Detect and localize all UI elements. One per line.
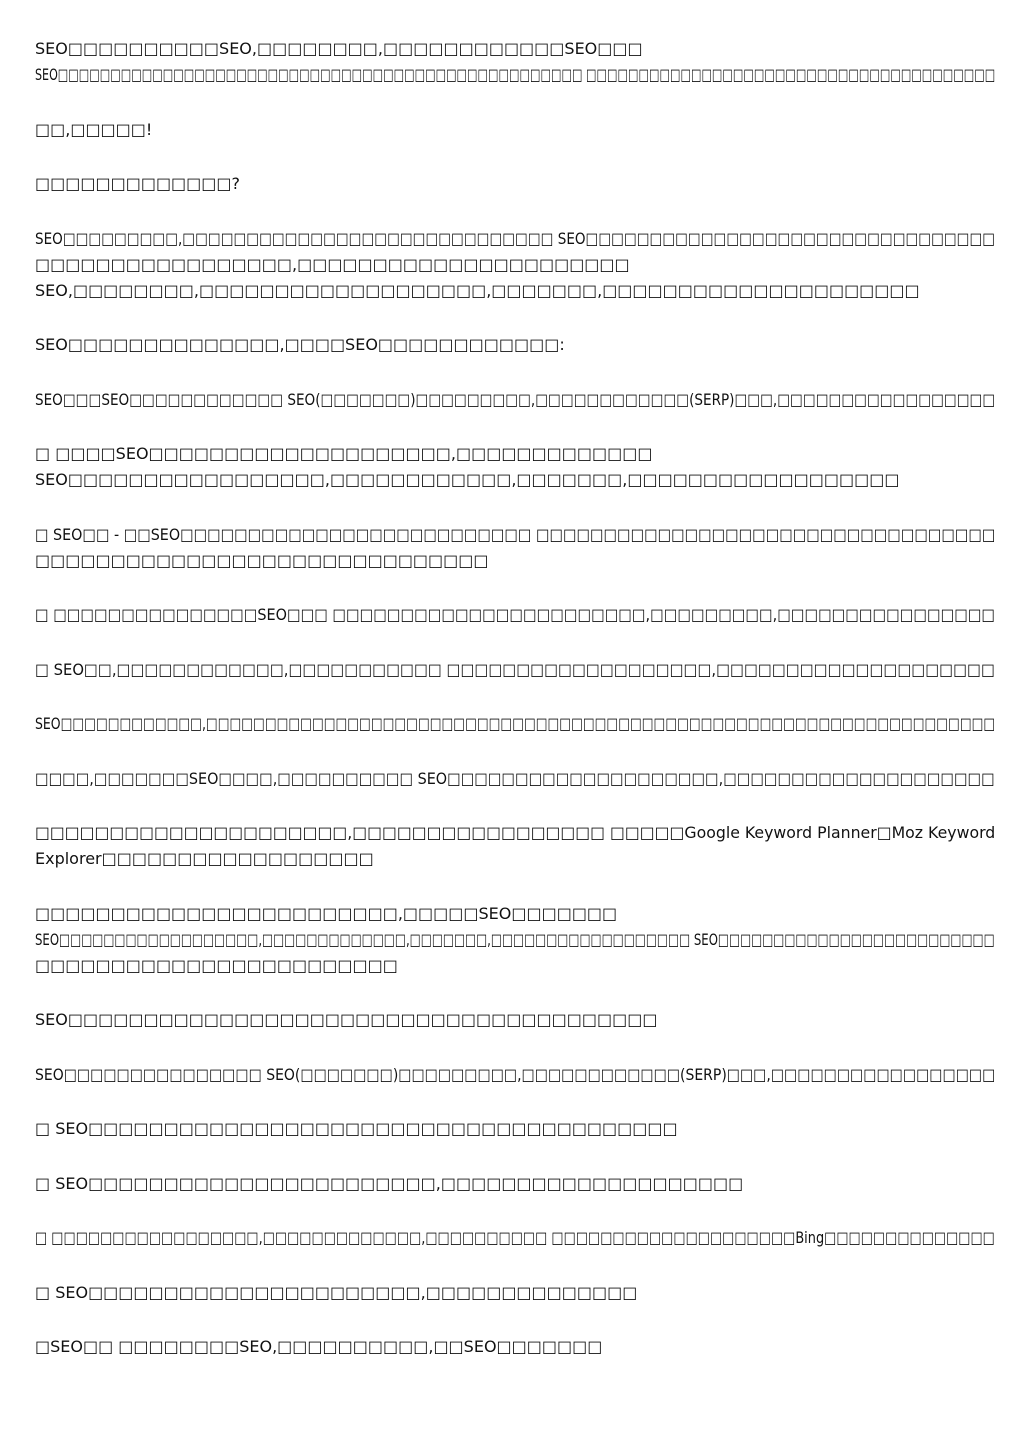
text-line: SEO□□□□□□□□□□□□,□□□□□□□□□□□□□□□□□□□□□□□□□□□□□□□□□□□□□□□□□□□□□□□□□□□□□□□□□□□□□□□□□□□ (35, 714, 996, 733)
paragraph (35, 1280, 995, 1306)
text-line: □□,□□□□□! (35, 119, 153, 139)
text-line: □□□□□□□□□□□□□□□□□□□□□□□□□□□□□□ (35, 550, 489, 570)
paragraph (35, 441, 995, 493)
paragraph (35, 657, 995, 683)
text-line: SEO□□□□□□□□□□□□□□□ SEO(□□□□□□□)□□□□□□□□□,□□□□□□□□□□□□(SERP)□□□,□□□□□□□□□□□□□□□□□ (35, 1064, 996, 1084)
text-line: Explorer□□□□□□□□□□□□□□□□□□ (35, 849, 374, 868)
paragraph (35, 901, 995, 979)
text-line: □□□□□□□□□□□□□□□□□□□□□,□□□□□□□□□□□□□□□□□ □□□□□Google Keyword Planner□Moz Keyword (35, 823, 996, 842)
paragraph (35, 602, 995, 628)
paragraph (35, 1225, 995, 1251)
paragraph (35, 117, 995, 143)
document-page (35, 36, 995, 1389)
paragraph (35, 36, 995, 88)
text-line: □□□□□□□□□□□□□□□□□,□□□□□□□□□□□□□□□□□□□□□□ (35, 254, 630, 274)
text-line: □ □□□□□□□□□□□□□□□SEO□□□ □□□□□□□□□□□□□□□□□□□□□□□,□□□□□□□□□,□□□□□□□□□□□□□□□□ (35, 605, 996, 624)
text-line: □□□□□□□□□□□□□? (35, 174, 241, 193)
text-line: SEO,□□□□□□□□,□□□□□□□□□□□□□□□□□□□,□□□□□□□,□□□□□□□□□□□□□□□□□□□□□ (35, 280, 920, 300)
text-line: □□□□,□□□□□□□SEO□□□□,□□□□□□□□□□ SEO□□□□□□□□□□□□□□□□□□□□,□□□□□□□□□□□□□□□□□□□□ (35, 768, 995, 788)
text-line: □ SEO□□□□□□□□□□□□□□□□□□□□□□□□□□□□□□□□□□□□□□□ (35, 1119, 678, 1138)
paragraph (35, 522, 995, 574)
paragraph (35, 1171, 995, 1197)
text-line: SEO□□□□□□□□□□□□□□□□□□,□□□□□□□□□□□□□,□□□□□□□,□□□□□□□□□□□□□□□□□□ SEO□□□□□□□□□□□□□□□□□□□□□□□□□ (35, 929, 995, 949)
paragraph (35, 1116, 995, 1142)
text-line: SEO□□□SEO□□□□□□□□□□□□ SEO(□□□□□□□)□□□□□□□□□,□□□□□□□□□□□□(SERP)□□□,□□□□□□□□□□□□□□□□□ (35, 389, 996, 409)
text-line: □ SEO□□ - □□SEO□□□□□□□□□□□□□□□□□□□□□□□□□□ □□□□□□□□□□□□□□□□□□□□□□□□□□□□□□□□□□ (35, 524, 996, 544)
text-line: SEO□□□□□□□□□□SEO,□□□□□□□□,□□□□□□□□□□□□SEO□□□ (35, 39, 643, 58)
text-line: SEO□□□□□□□□□□□□□□,□□□□SEO□□□□□□□□□□□□: (35, 335, 565, 354)
text-line: SEO□□□□□□□□□□□□□□□□□□□□□□□□□□□□□□□□□□□□□□□□□□□□□□□□□□ □□□□□□□□□□□□□□□□□□□□□□□□□□□□□□□□□□□□□□□ (35, 65, 996, 84)
paragraph (35, 387, 995, 413)
paragraph (35, 711, 995, 737)
text-line: □ SEO□□□□□□□□□□□□□□□□□□□□□□□,□□□□□□□□□□□□□□□□□□□□ (35, 1173, 744, 1193)
paragraph (35, 766, 995, 792)
text-line: □ □□□□□□□□□□□□□□□□□,□□□□□□□□□□□□□,□□□□□□□□□□ □□□□□□□□□□□□□□□□□□□□Bing□□□□□□□□□□□□□□ (35, 1228, 995, 1247)
paragraph (35, 1007, 995, 1033)
paragraph (35, 820, 995, 872)
text-line: □□□□□□□□□□□□□□□□□□□□□□□□,□□□□□SEO□□□□□□□ (35, 903, 618, 923)
text-line: □ SEO□□□□□□□□□□□□□□□□□□□□□□,□□□□□□□□□□□□□□ (35, 1282, 638, 1302)
paragraph (35, 171, 995, 197)
text-line: SEO□□□□□□□□□□□□□□□□□□□□□□□□□□□□□□□□□□□□□□□ (35, 1010, 658, 1029)
paragraph (35, 1334, 995, 1360)
text-line: □ □□□□SEO□□□□□□□□□□□□□□□□□□□□,□□□□□□□□□□□□□ (35, 444, 653, 463)
paragraph (35, 1062, 995, 1088)
text-line: SEO□□□□□□□□□□□□□□□□□,□□□□□□□□□□□□,□□□□□□□,□□□□□□□□□□□□□□□□□□ (35, 470, 900, 489)
text-line: SEO□□□□□□□□□,□□□□□□□□□□□□□□□□□□□□□□□□□□□□□ SEO□□□□□□□□□□□□□□□□□□□□□□□□□□□□□□□□ (35, 228, 996, 248)
text-line: □□□□□□□□□□□□□□□□□□□□□□□□ (35, 955, 398, 975)
paragraph (35, 332, 995, 358)
paragraph (35, 226, 995, 304)
text-line: □ SEO□□,□□□□□□□□□□□□,□□□□□□□□□□□ □□□□□□□□□□□□□□□□□□□,□□□□□□□□□□□□□□□□□□□□ (35, 659, 995, 679)
text-line: □SEO□□ □□□□□□□□SEO,□□□□□□□□□□,□□SEO□□□□□□□ (35, 1337, 603, 1356)
